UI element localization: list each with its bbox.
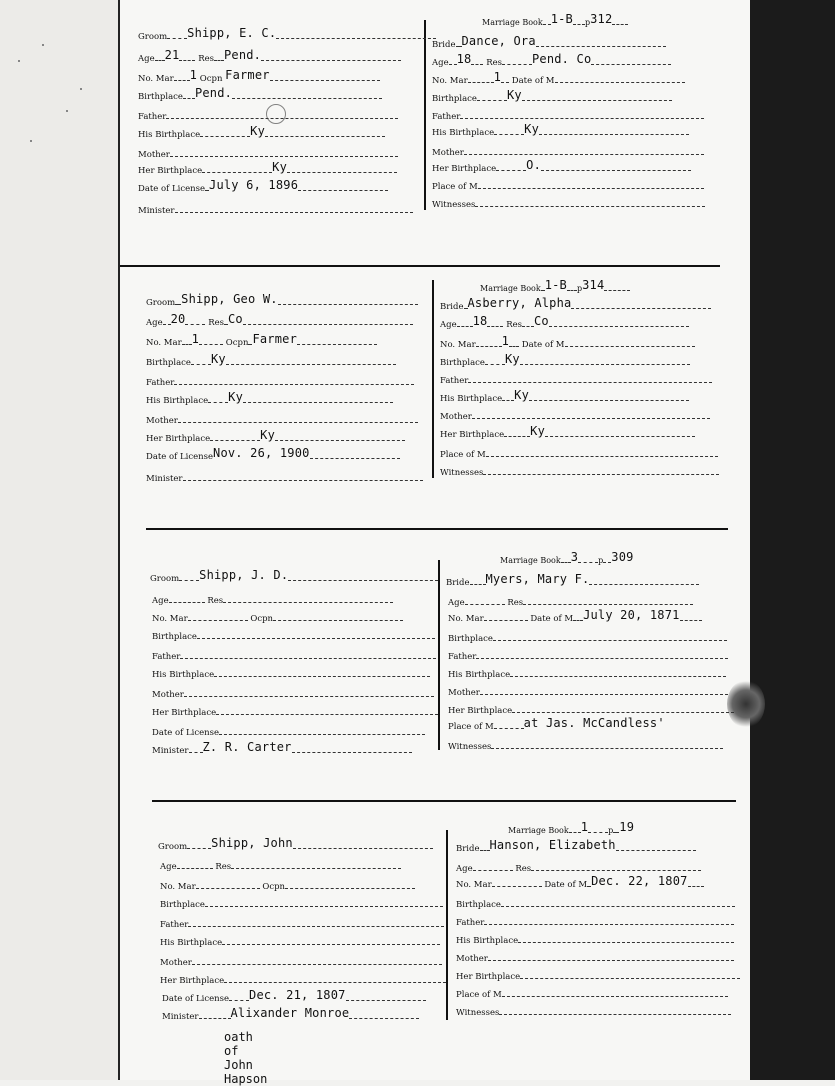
bride-birthplace: Ky (506, 88, 522, 102)
label-mother: Mother (138, 150, 170, 160)
label-age: Age (160, 862, 177, 872)
scan-speck (30, 140, 32, 142)
label-minister: Minister (138, 206, 175, 216)
label-his-birthplace: His Birthplace (138, 130, 201, 140)
label-minister: Minister (146, 474, 183, 484)
label-birthplace: Birthplace (160, 900, 205, 910)
label-no-mar: No. Mar (456, 880, 492, 890)
label-p: p (598, 556, 604, 565)
bride-birthplace: Ky (504, 352, 520, 366)
bride-name: Hanson, Elizabeth (489, 838, 616, 852)
label-her-birthplace: Her Birthplace (152, 708, 217, 718)
record-divider (120, 265, 720, 267)
label-ocpn: Ocpn (262, 882, 286, 892)
label-date-of-m: Date of M (511, 76, 555, 86)
bride-age: 18 (456, 52, 472, 66)
label-her-birthplace: Her Birthplace (138, 166, 203, 176)
label-date-of-license: Date of License (146, 452, 214, 462)
column-divider (424, 20, 426, 210)
label-her-birthplace: Her Birthplace (448, 706, 513, 716)
label-no-mar: No. Mar (160, 882, 196, 892)
label-p: p (576, 284, 583, 293)
label-no-mar: No. Mar (146, 338, 182, 348)
label-his-birthplace: His Birthplace (432, 128, 495, 138)
label-date-of-license: Date of License (138, 184, 206, 194)
label-witnesses: Witnesses (456, 1008, 500, 1018)
label-place-of-m: Place of M (440, 450, 486, 460)
label-birthplace: Birthplace (440, 358, 485, 368)
label-mother: Mother (448, 688, 480, 698)
label-birthplace: Birthplace (146, 358, 191, 368)
bride-name: Dance, Ora (461, 34, 536, 48)
label-father: Father (152, 652, 181, 662)
label-birthplace: Birthplace (152, 632, 197, 642)
label-bride: Bride (432, 40, 456, 50)
label-no-mar: No. Mar (152, 614, 188, 624)
groom-age: 20 (170, 312, 186, 326)
column-divider (438, 560, 440, 750)
record-divider (146, 528, 728, 530)
label-father: Father (448, 652, 477, 662)
page-number: 314 (582, 278, 605, 292)
bride-his-birthplace: Ky (514, 388, 529, 402)
marriage-book: 1-B (550, 12, 573, 26)
label-p: p (608, 826, 614, 835)
bride-no-mar: 1 (501, 334, 510, 348)
label-groom: Groom (138, 32, 168, 42)
label-date-of-m: Date of M (521, 340, 565, 350)
background-margin-left (0, 0, 120, 1080)
label-mother: Mother (146, 416, 178, 426)
column-divider (432, 280, 434, 478)
label-age: Age (138, 54, 155, 64)
label-age: Age (152, 596, 169, 606)
marriage-book: 3 (570, 550, 579, 564)
bride-age: 18 (472, 314, 488, 328)
bride-her-birthplace: Ky (530, 424, 546, 438)
label-ocpn: Ocpn (225, 338, 249, 348)
groom-no-mar: 1 (191, 332, 200, 346)
label-place-of-m: Place of M (448, 722, 494, 732)
label-age: Age (146, 318, 163, 328)
groom-res: Pend. (223, 48, 262, 62)
page-number: 312 (590, 12, 613, 26)
label-no-mar: No. Mar (448, 614, 484, 624)
label-father: Father (160, 920, 189, 930)
label-father: Father (146, 378, 175, 388)
groom-ocpn: Farmer (252, 332, 298, 346)
label-res: Res (515, 864, 532, 874)
ink-scribble (266, 104, 286, 124)
date-of-license: Nov. 26, 1900 (213, 446, 310, 460)
label-minister: Minister (152, 746, 189, 756)
scan-speck (80, 88, 82, 90)
label-bride: Bride (456, 844, 480, 854)
label-his-birthplace: His Birthplace (448, 670, 511, 680)
label-date-of-license: Date of License (152, 728, 220, 738)
label-age: Age (448, 598, 465, 608)
label-ocpn: Ocpn (250, 614, 274, 624)
label-mother: Mother (152, 690, 184, 700)
label-age: Age (440, 320, 457, 330)
groom-his-birthplace: Ky (250, 124, 265, 138)
label-no-mar: No. Mar (432, 76, 468, 86)
page-number: 19 (619, 820, 635, 834)
label-her-birthplace: Her Birthplace (432, 164, 497, 174)
label-minister: Minister (162, 1012, 199, 1022)
bride-name: Myers, Mary F. (485, 572, 590, 586)
label-her-birthplace: Her Birthplace (456, 972, 521, 982)
label-marriage-book: Marriage Book (482, 18, 543, 27)
label-groom: Groom (150, 574, 180, 584)
label-father: Father (138, 112, 167, 122)
label-witnesses: Witnesses (432, 200, 476, 210)
label-her-birthplace: Her Birthplace (440, 430, 505, 440)
label-place-of-m: Place of M (456, 990, 502, 1000)
bride-his-birthplace: Ky (524, 122, 539, 136)
bride-no-mar: 1 (493, 70, 502, 84)
label-bride: Bride (446, 578, 470, 588)
label-her-birthplace: Her Birthplace (160, 976, 225, 986)
label-birthplace: Birthplace (456, 900, 501, 910)
bride-name: Asberry, Alpha (467, 296, 572, 310)
label-mother: Mother (456, 954, 488, 964)
label-bride: Bride (440, 302, 464, 312)
label-place-of-m: Place of M (432, 182, 478, 192)
handwritten-note: oath of John Hapson (224, 1030, 268, 1086)
bride-res: Co (533, 314, 549, 328)
label-res: Res (486, 58, 502, 68)
groom-birthplace: Ky (210, 352, 226, 366)
label-no-mar: No. Mar (440, 340, 476, 350)
label-father: Father (456, 918, 485, 928)
label-his-birthplace: His Birthplace (440, 394, 503, 404)
groom-res: Co (227, 312, 243, 326)
date-of-m: July 20, 1871 (583, 608, 680, 622)
label-birthplace: Birthplace (432, 94, 477, 104)
marriage-book: 1-B (544, 278, 567, 292)
background-dark-edge (745, 0, 835, 1080)
minister-name: Alixander Monroe (230, 1006, 350, 1020)
groom-ocpn: Farmer (225, 68, 270, 82)
label-res: Res (198, 54, 214, 64)
label-age: Age (456, 864, 473, 874)
page-number: 309 (611, 550, 634, 564)
groom-name: Shipp, John (211, 836, 293, 850)
label-res: Res (208, 318, 224, 328)
label-age: Age (432, 58, 449, 68)
label-marriage-book: Marriage Book (480, 284, 541, 293)
label-date-of-m: Date of M (530, 614, 574, 624)
record-divider (152, 800, 736, 802)
label-his-birthplace: His Birthplace (152, 670, 215, 680)
label-res: Res (507, 598, 524, 608)
label-birthplace: Birthplace (138, 92, 183, 102)
groom-age: 21 (164, 48, 180, 62)
label-ocpn: Ocpn (199, 74, 223, 84)
label-mother: Mother (160, 958, 192, 968)
label-date-of-license: Date of License (162, 994, 230, 1004)
label-p: p (584, 18, 591, 27)
label-his-birthplace: His Birthplace (456, 936, 519, 946)
label-res: Res (207, 596, 224, 606)
groom-his-birthplace: Ky (228, 390, 243, 404)
groom-birthplace: Pend. (194, 86, 233, 100)
label-birthplace: Birthplace (448, 634, 493, 644)
label-father: Father (440, 376, 469, 386)
bride-her-birthplace: O. (526, 158, 542, 172)
groom-her-birthplace: Ky (260, 428, 276, 442)
label-marriage-book: Marriage Book (508, 826, 569, 835)
label-mother: Mother (440, 412, 472, 422)
label-witnesses: Witnesses (448, 742, 492, 752)
label-mother: Mother (432, 148, 464, 158)
column-divider (446, 830, 448, 1020)
minister-name: Z. R. Carter (202, 740, 292, 754)
label-groom: Groom (146, 298, 176, 308)
label-her-birthplace: Her Birthplace (146, 434, 211, 444)
label-no-mar: No. Mar (138, 74, 174, 84)
label-his-birthplace: His Birthplace (146, 396, 209, 406)
groom-no-mar: 1 (189, 68, 198, 82)
groom-name: Shipp, J. D. (199, 568, 289, 582)
label-his-birthplace: His Birthplace (160, 938, 223, 948)
label-groom: Groom (158, 842, 188, 852)
groom-name: Shipp, E. C. (187, 26, 277, 40)
date-of-m: Dec. 22, 1807 (591, 874, 688, 888)
date-of-license: July 6, 1896 (209, 178, 299, 192)
bride-res: Pend. Co (531, 52, 592, 66)
label-date-of-m: Date of M (544, 880, 588, 890)
groom-her-birthplace: Ky (272, 160, 288, 174)
label-witnesses: Witnesses (440, 468, 484, 478)
date-of-license: Dec. 21, 1807 (249, 988, 346, 1002)
label-father: Father (432, 112, 461, 122)
groom-name: Shipp, Geo W. (181, 292, 278, 306)
label-res: Res (215, 862, 232, 872)
label-res: Res (506, 320, 522, 330)
marriage-book: 1 (580, 820, 589, 834)
scan-speck (66, 110, 68, 112)
label-marriage-book: Marriage Book (500, 556, 561, 565)
place-of-m: at Jas. McCandless' (523, 716, 665, 730)
scan-speck (42, 44, 44, 46)
scan-speck (18, 60, 20, 62)
